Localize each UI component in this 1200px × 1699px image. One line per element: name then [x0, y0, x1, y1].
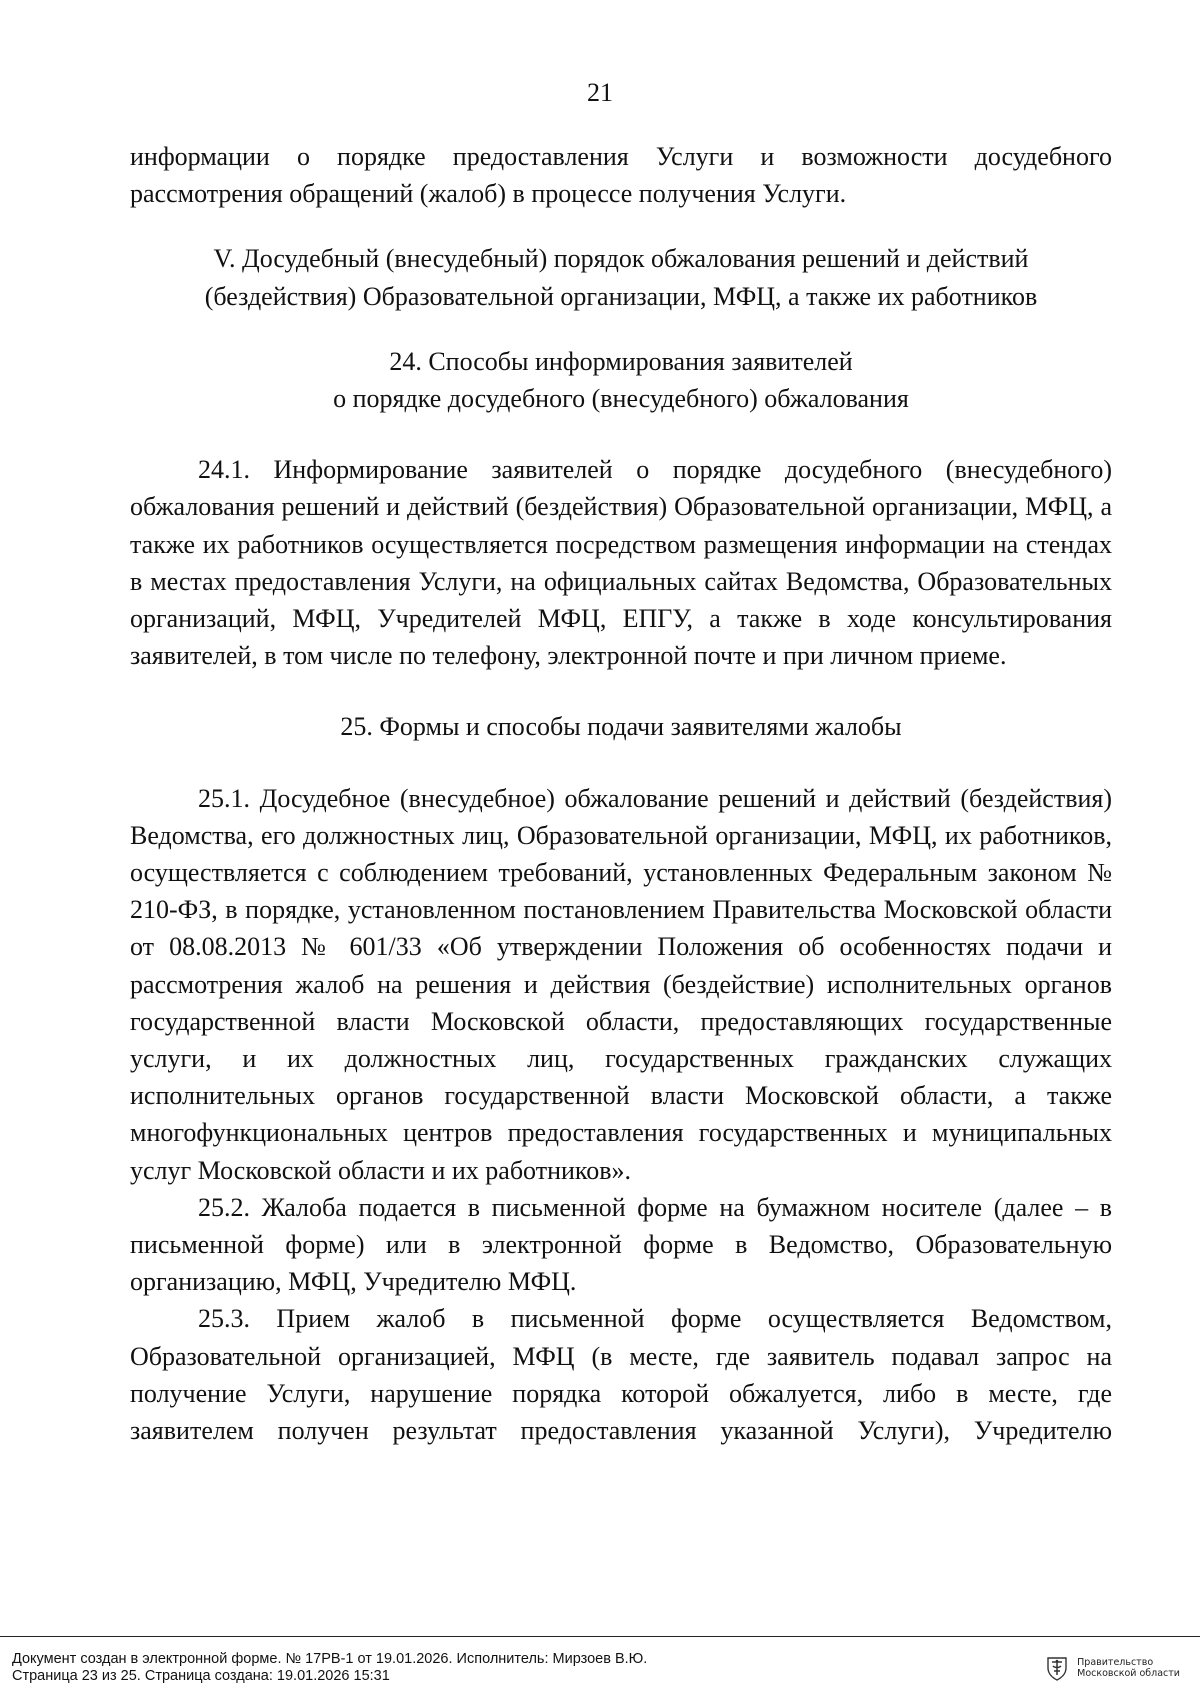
government-logo: [1045, 1653, 1180, 1683]
section-24-title-line2: о порядке досудебного (внесудебного) обжалования: [333, 384, 909, 414]
document-footer: [0, 1636, 1200, 1699]
intro-paragraph: информации о порядке предоставления Услуги и возможности досудебного рассмотрения обращений (жалоб) в процессе получения Услуги.: [130, 142, 1112, 209]
section-24-title-line1: 24. Способы информирования заявителей: [389, 346, 853, 376]
footer-line-document: Документ создан в электронной форме. № 17РВ-1 от 19.01.2026. Исполнитель: Мирзоев В.Ю.: [12, 1651, 648, 1667]
section-v-title-line2: (бездействия) Образовательной организации, МФЦ, а также их работников: [204, 281, 1038, 311]
section-25-title: 25. Формы и способы подачи заявителями жалобы: [340, 712, 902, 742]
government-logo-text: [1077, 1657, 1180, 1679]
logo-line-2: Московской области: [1077, 1668, 1180, 1679]
logo-line-1: Правительство: [1077, 1657, 1154, 1668]
footer-line-page: Страница 23 из 25. Страница создана: 19.01.2026 15:31: [12, 1668, 390, 1684]
footer-metadata: [12, 1651, 647, 1685]
coat-of-arms-icon: [1045, 1655, 1069, 1681]
paragraph-25-1: 25.1. Досудебное (внесудебное) обжалование решений и действий (бездействия) Ведомства, его должностных лиц, Образовательной организации, МФЦ, их работников, осуществляется с соблюдением требований, установленных Федеральным законом № 210-ФЗ, в порядке, установленном постановлением Правительства Московской области от 08.08.2013 № 601/33 «Об утверждении Положения об особенностях подачи и рассмотрения жалоб на решения и действия (бездействие) исполнительных органов государственной власти Московской области, предоставляющих государственные услуги, и их должностных лиц, государственных гражданских служащих исполнительных органов государственной власти Московской области, а также многофункциональных центров предоставления государственных и муниципальных услуг Московской области и их работников».: [130, 783, 1112, 1185]
paragraph-25-2: 25.2. Жалоба подается в письменной форме на бумажном носителе (далее – в письменной форме) или в электронной форме в Ведомство, Образовательную организацию, МФЦ, Учредителю МФЦ.: [130, 1192, 1112, 1297]
paragraph-24-1: 24.1. Информирование заявителей о порядке досудебного (внесудебного) обжалования решений и действий (бездействия) Образовательной организации, МФЦ, а также их работников осуществляется посредством размещения информации на стендах в местах предоставления Услуги, на официальных сайтах Ведомства, Образовательных организаций, МФЦ, Учредителей МФЦ, ЕПГУ, а также в ходе консультирования заявителей, в том числе по телефону, электронной почте и при личном приеме.: [130, 455, 1112, 671]
document-body: [130, 138, 1112, 1449]
section-v-title-line1: V. Досудебный (внесудебный) порядок обжалования решений и действий: [213, 244, 1029, 274]
paragraph-25-3: 25.3. Прием жалоб в письменной форме осуществляется Ведомством, Образовательной организацией, МФЦ (в месте, где заявитель подавал запрос на получение Услуги, нарушение порядка которой обжалуется, либо в месте, где заявителем получен результат предоставления указанной Услуги), Учредителю: [130, 1304, 1112, 1446]
page-number: 21: [587, 78, 613, 107]
